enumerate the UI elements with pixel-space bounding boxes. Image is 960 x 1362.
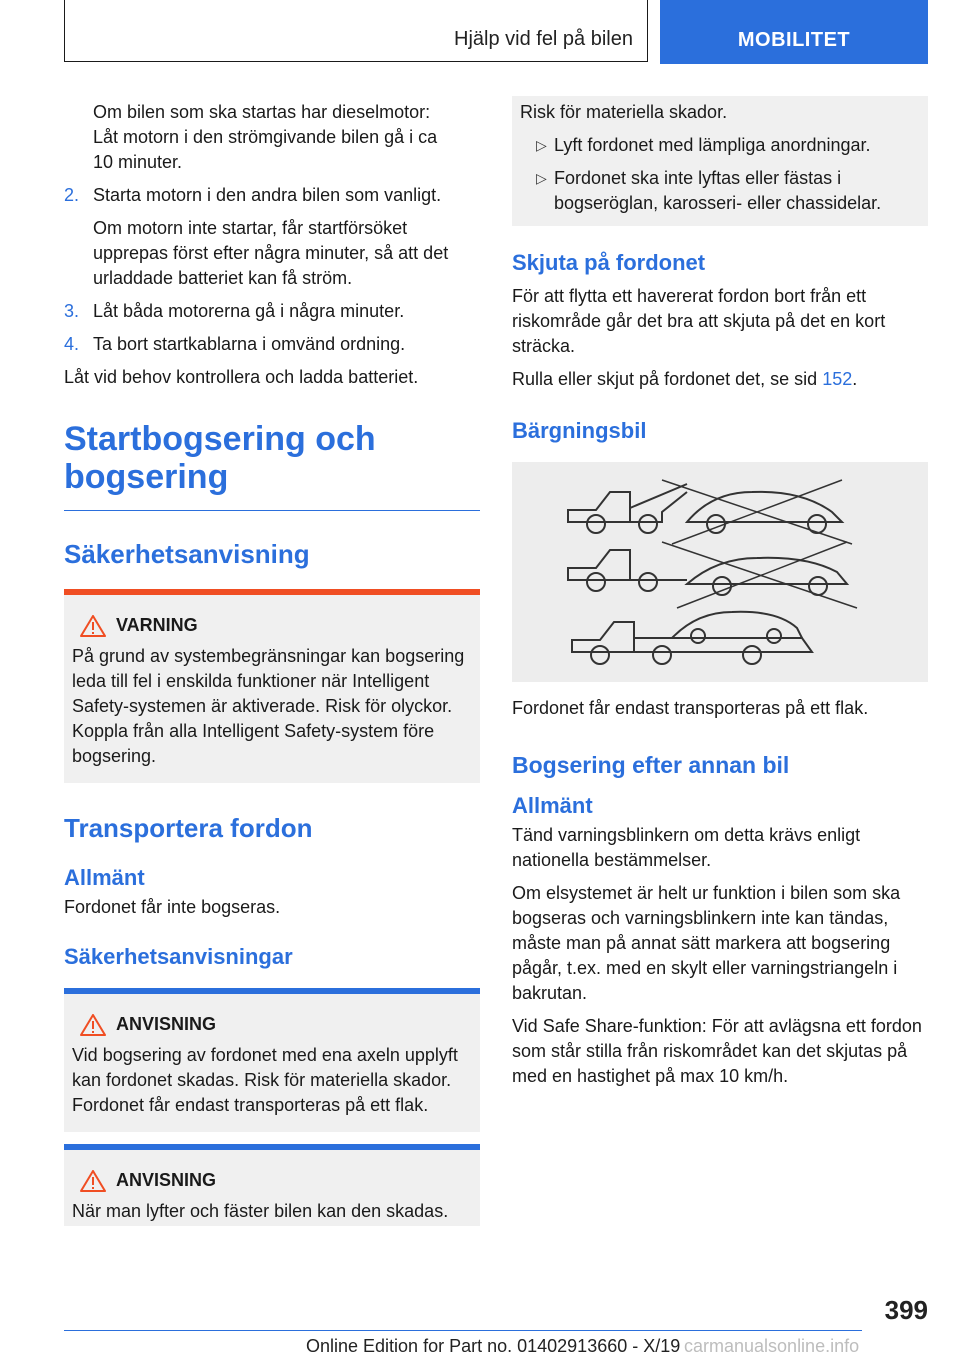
push-heading: Skjuta på fordonet bbox=[512, 250, 706, 275]
notice-title: ANVISNING bbox=[72, 1006, 472, 1037]
bullet-item: ▷ Fordonet ska inte lyftas eller fästas i bogseröglan, karosseri- eller chassidelar. bbox=[536, 168, 882, 213]
battery-note: Låt vid behov kontrollera och ladda batteriet. bbox=[64, 367, 419, 387]
notice-box-2 bbox=[64, 1144, 480, 1226]
step-text: Ta bort startkablarna i omvänd ordning. bbox=[93, 334, 406, 354]
roll-text: Rulla eller skjut på fordonet det, se sid 152. bbox=[512, 369, 858, 389]
footer-edition: Online Edition for Part no. 01402913660 - X/19 bbox=[306, 1336, 681, 1356]
intro-text: Om bilen som ska startas har dieselmotor: Låt motorn i den strömgivande bilen gå i ca 10 minuter. bbox=[93, 102, 438, 172]
tow-paragraph-2: Om elsystemet är helt ur funktion i bilen som ska bogseras och varningsblinkern inte kan tändas, måste man på annat sätt markera att bogsering pågår, t.ex. med en skylt eller varningstriangeln i bakrutan. bbox=[512, 883, 901, 1003]
salvage-heading: Bärgningsbil bbox=[512, 418, 647, 443]
step-text: Starta motorn i den andra bilen som vanligt. bbox=[93, 185, 442, 205]
warning-title: VARNING bbox=[72, 607, 472, 638]
notice-title: ANVISNING bbox=[72, 1162, 472, 1193]
step-number: 2. bbox=[64, 185, 80, 205]
step-number: 3. bbox=[64, 301, 80, 321]
section-title: Hjälp vid fel på bilen bbox=[454, 28, 633, 50]
footer-divider bbox=[64, 1330, 862, 1331]
bullet-triangle-icon: ▷ bbox=[536, 137, 547, 153]
chapter-tab-label: MOBILITET bbox=[737, 29, 851, 51]
warning-box bbox=[64, 589, 480, 783]
general-text: Fordonet får inte bogseras. bbox=[64, 897, 281, 917]
general-heading: Allmänt bbox=[64, 865, 145, 890]
bullet-triangle-icon: ▷ bbox=[536, 170, 547, 186]
transport-heading: Transportera fordon bbox=[64, 813, 313, 843]
warning-triangle-icon bbox=[80, 1014, 106, 1036]
tow-paragraph-3: Vid Safe Share-funktion: För att avlägsna ett fordon som står stilla från riskområdet kan det skjutas på med en hastighet på max 10 km/h. bbox=[512, 1016, 922, 1086]
section-title-box bbox=[64, 0, 648, 62]
risk-continuation-box bbox=[512, 96, 928, 226]
warning-triangle-icon bbox=[80, 1170, 106, 1192]
risk-title: Risk för materiella skador. bbox=[520, 102, 728, 122]
push-text: För att flytta ett havererat fordon bort från ett riskområde går det bra att skjuta på det en kort sträcka. bbox=[512, 286, 886, 356]
chapter-tab[interactable] bbox=[660, 0, 928, 64]
tow-truck-diagram-icon bbox=[512, 462, 928, 682]
bullet-item: ▷ Lyft fordonet med lämpliga anordningar. bbox=[520, 133, 920, 158]
tow-general-heading: Allmänt bbox=[512, 793, 593, 818]
salvage-caption: Fordonet får endast transporteras på ett flak. bbox=[512, 698, 869, 718]
step-2-detail: Om motorn inte startar, får startförsöket upprepas först efter några minuter, så att det urladdade batteriet kan få ström. bbox=[93, 218, 449, 288]
footer-watermark: carmanualsonline.info bbox=[684, 1336, 860, 1356]
notice-text: Vid bogsering av fordonet med ena axeln upplyft kan fordonet skadas. Risk för materiella skador. Fordonet får endast transporteras på ett flak. bbox=[72, 1045, 458, 1115]
step-number: 4. bbox=[64, 334, 80, 354]
tow-paragraph-1: Tänd varningsblinkern om detta krävs enligt nationella bestämmelser. bbox=[512, 825, 861, 870]
page-header bbox=[64, 0, 928, 64]
notice-text: När man lyfter och fäster bilen kan den skadas. bbox=[72, 1201, 449, 1221]
step-2 bbox=[64, 183, 480, 208]
safety-heading: Säkerhetsanvisning bbox=[64, 539, 310, 569]
safety-plural-heading: Säkerhetsanvisningar bbox=[64, 944, 293, 969]
page-reference-link[interactable]: 152 bbox=[822, 369, 853, 389]
tow-truck-illustration bbox=[512, 462, 928, 682]
step-4 bbox=[64, 332, 480, 357]
chapter-heading: Startbogsering och bogsering bbox=[64, 420, 480, 511]
left-column bbox=[64, 100, 480, 1226]
warning-triangle-icon bbox=[80, 615, 106, 637]
right-column bbox=[512, 100, 928, 1097]
step-text: Låt båda motorerna gå i några minuter. bbox=[93, 301, 405, 321]
step-3 bbox=[64, 299, 480, 324]
page-number: 399 bbox=[884, 1295, 928, 1325]
warning-text: På grund av systembegränsningar kan bogsering leda till fel i enskilda funktioner när Intelligent Safety-systemen är aktiverade. Risk för olyckor. Koppla från alla Intelligent Safety-system före bogsering. bbox=[72, 646, 465, 766]
tow-heading: Bogsering efter annan bil bbox=[512, 752, 790, 778]
notice-box-1 bbox=[64, 988, 480, 1132]
